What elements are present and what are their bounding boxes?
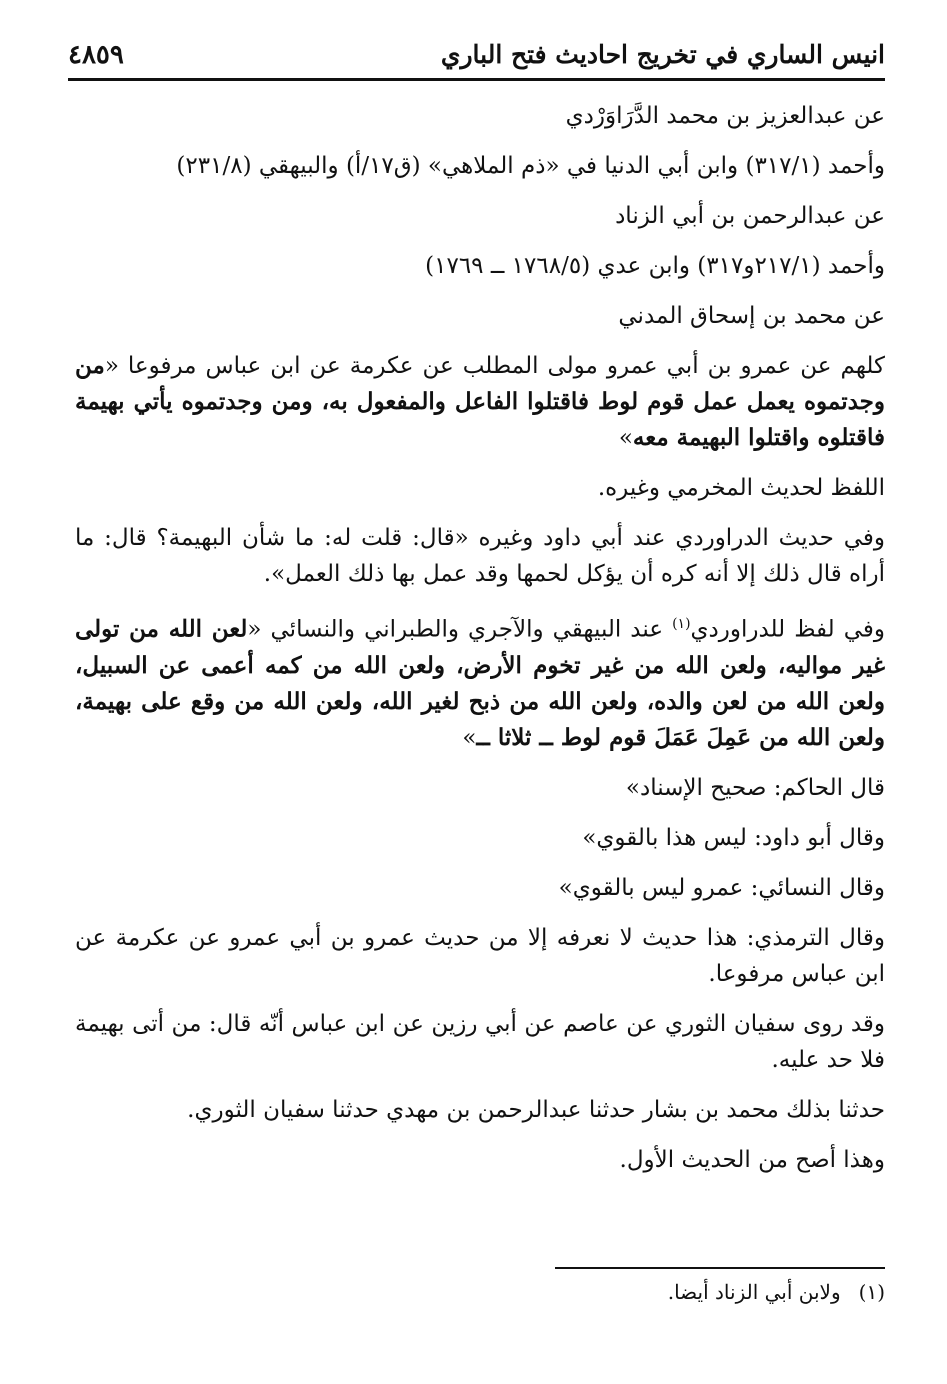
footnote-reference[interactable]: (١) — [672, 616, 691, 632]
daraawardi-paragraph: وفي حديث الدراوردي عند أبي داود وغيره «قال: قلت له: ما شأن البهيمة؟ قال: ما أراه قال ذلك إلا أنه كره أن يؤكل لحمها وقد عمل بها ذلك العمل». — [75, 525, 885, 587]
thawri-paragraph: وقد روى سفيان الثوري عن عاصم عن أبي رزين عن ابن عباس أنّه قال: من أتى بهيمة فلا حد عليه. — [75, 1010, 885, 1073]
wording-note: اللفظ لحديث المخرمي وغيره. — [597, 475, 885, 501]
text-line-4: وأحمد (٢١٧/١و٣١٧) وابن عدي (١٧٦٨/٥ ــ ١٧٦٩) — [425, 253, 885, 279]
hadith-matn: من وجدتموه يعمل عمل قوم لوط فاقتلوا الفاعل والمفعول به، ومن وجدتموه يأتي بهيمة فاقتلوه واقتلوا البهيمة معه — [75, 352, 885, 451]
text-line-3: عن عبدالرحمن بن أبي الزناد — [615, 203, 885, 229]
quote-close: » — [618, 425, 633, 451]
text-line-2: وأحمد (٣١٧/١) وابن أبي الدنيا في «ذم الملاهي» (ق١٧/أ) والبيهقي (٢٣١/٨) — [176, 153, 885, 179]
footnote-text: ولابن أبي الزناد أيضا. — [667, 1280, 841, 1304]
page-number: ٤٨٥٩ — [68, 40, 124, 70]
hadith-isnad: كلهم عن عمرو بن أبي عمرو مولى المطلب عن عكرمة عن ابن عباس مرفوعا « — [104, 353, 885, 379]
hakim-quote: قال الحاكم: صحيح الإسناد» — [625, 774, 885, 801]
text-line-1: عن عبدالعزيز بن محمد الدَّرَاوَرْدي — [565, 103, 885, 129]
chain-line: حدثنا بذلك محمد بن بشار حدثنا عبدالرحمن بن مهدي حدثنا سفيان الثوري. — [187, 1096, 885, 1123]
footnote-divider — [555, 1267, 885, 1269]
footnote — [668, 1280, 885, 1304]
curse-sources: عند البيهقي والآجري والطبراني والنسائي « — [247, 616, 673, 643]
nasai-quote: وقال النسائي: عمرو ليس بالقوي» — [558, 874, 885, 901]
tirmidhi-paragraph: وقال الترمذي: هذا حديث لا نعرفه إلا من حديث عمرو بن أبي عمرو عن عكرمة عن ابن عباس مرفوعا. — [75, 924, 885, 987]
running-header — [68, 38, 885, 81]
quote-close: » — [462, 724, 477, 751]
abu-dawud-quote: وقال أبو داود: ليس هذا بالقوي» — [582, 824, 885, 851]
footnote-number: (١) — [858, 1280, 885, 1304]
curse-lead: وفي لفظ للدراوردي — [690, 616, 885, 643]
curse-hadith-paragraph — [75, 606, 885, 756]
curse-matn: لعن الله من تولى غير مواليه، ولعن الله من غير تخوم الأرض، ولعن الله من كمه أعمى عن السبيل، ولعن الله من لعن والده، ولعن الله من ذبح لغير الله، ولعن الله من وقع على بهيمة، ولعن الله من عَمِلَ عَمَلَ قوم لوط ــ ثلاثا ــ — [75, 615, 885, 751]
text-line-5: عن محمد بن إسحاق المدني — [618, 303, 885, 329]
page-body — [75, 98, 885, 1192]
book-title: انيس الساري في تخريج احاديث فتح الباري — [440, 40, 885, 69]
conclusion-line: وهذا أصح من الحديث الأول. — [619, 1146, 885, 1173]
hadith-paragraph — [75, 348, 885, 456]
